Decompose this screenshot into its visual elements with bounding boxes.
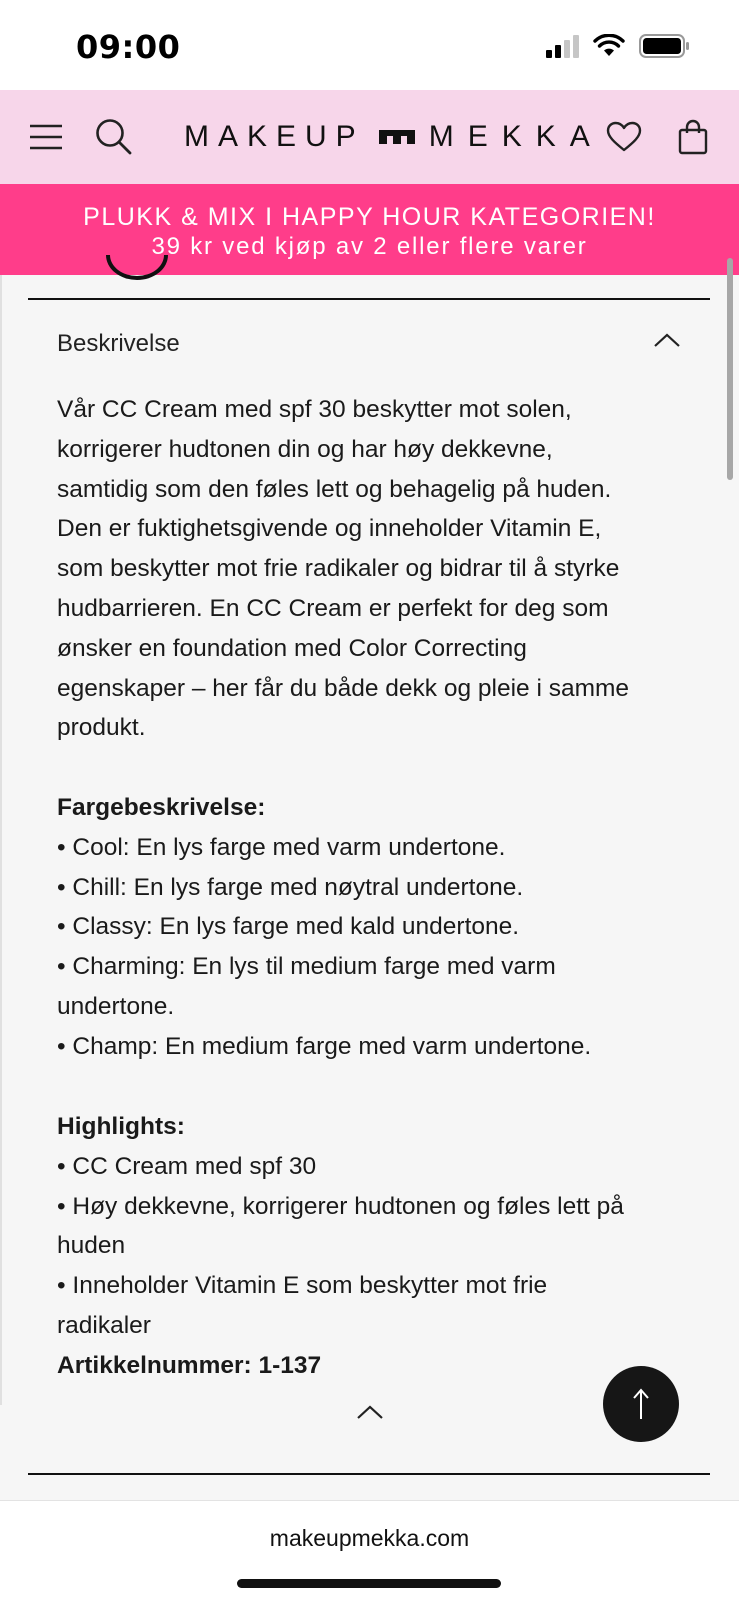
scroll-to-top-button[interactable]	[603, 1366, 679, 1442]
site-logo[interactable]	[184, 90, 604, 184]
color-heading: Fargebeskrivelse:	[57, 794, 266, 821]
description-line: korrigerer hudtonen din og har høy dekkevne,	[57, 435, 553, 463]
status-time: 09:00	[76, 28, 181, 66]
search-icon[interactable]	[94, 90, 134, 184]
color-line: • Classy: En lys farge med kald undertone.	[57, 913, 520, 941]
color-line: • Charming: En lys til medium farge med varm	[57, 953, 556, 981]
logo-text-left: MAKEUP	[184, 120, 365, 153]
wifi-icon	[593, 34, 625, 58]
description-text	[57, 390, 697, 748]
battery-icon	[639, 34, 691, 58]
content-edge	[0, 275, 2, 1405]
section-divider	[28, 298, 710, 300]
description-line: hudbarrieren. En CC Cream er perfekt for deg som	[57, 594, 609, 622]
url-text[interactable]: makeupmekka.com	[269, 1525, 470, 1551]
description-line: som beskytter mot frie radikaler og bidrar til å styrke	[57, 555, 620, 583]
highlight-line: radikaler	[57, 1311, 151, 1339]
logo-mark-icon	[377, 127, 417, 147]
highlight-line: • CC Cream med spf 30	[57, 1152, 317, 1180]
browser-url-bar	[0, 1500, 739, 1600]
cellular-signal-icon	[546, 34, 579, 58]
site-header	[0, 90, 739, 184]
article-number: Artikkelnummer: 1-137	[57, 1352, 322, 1379]
chevron-up-icon[interactable]	[653, 332, 681, 353]
description-heading[interactable]: Beskrivelse	[57, 330, 180, 357]
menu-icon[interactable]	[28, 90, 64, 184]
home-indicator[interactable]	[237, 1579, 501, 1588]
promo-line-2: 39 kr ved kjøp av 2 eller flere varer	[151, 233, 588, 260]
color-line: undertone.	[57, 992, 175, 1020]
description-line: egenskaper – her får du både dekk og pleie i samme	[57, 674, 630, 702]
highlight-line: • Inneholder Vitamin E som beskytter mot frie	[57, 1272, 548, 1300]
arrow-up-icon	[631, 1387, 651, 1421]
highlight-line: • Høy dekkevne, korrigerer hudtonen og føles lett på	[57, 1192, 624, 1220]
scrollbar-thumb[interactable]	[727, 258, 733, 480]
heart-icon[interactable]	[606, 90, 642, 184]
color-description	[57, 788, 697, 1067]
section-divider-bottom	[28, 1473, 710, 1475]
logo-text-right: MEKKA	[428, 120, 604, 153]
status-bar	[0, 0, 739, 90]
description-line: ønsker en foundation med Color Correcting	[57, 634, 527, 662]
collapse-chevron-icon[interactable]	[355, 1400, 385, 1424]
description-line: produkt.	[57, 714, 146, 742]
status-icons	[546, 34, 691, 58]
highlights	[57, 1107, 697, 1346]
promo-line-1: PLUKK & MIX I HAPPY HOUR KATEGORIEN!	[83, 203, 656, 231]
color-line: • Chill: En lys farge med nøytral undertone.	[57, 873, 524, 901]
description-line: samtidig som den føles lett og behagelig på huden.	[57, 475, 612, 503]
highlight-line: huden	[57, 1232, 126, 1260]
bag-icon[interactable]	[676, 90, 710, 184]
description-line: Vår CC Cream med spf 30 beskytter mot solen,	[57, 396, 572, 423]
description-line: Den er fuktighetsgivende og inneholder Vitamin E,	[57, 515, 602, 543]
color-line: • Champ: En medium farge med varm undertone.	[57, 1032, 592, 1060]
color-line: • Cool: En lys farge med varm undertone.	[57, 833, 506, 861]
highlights-heading: Highlights:	[57, 1113, 185, 1140]
